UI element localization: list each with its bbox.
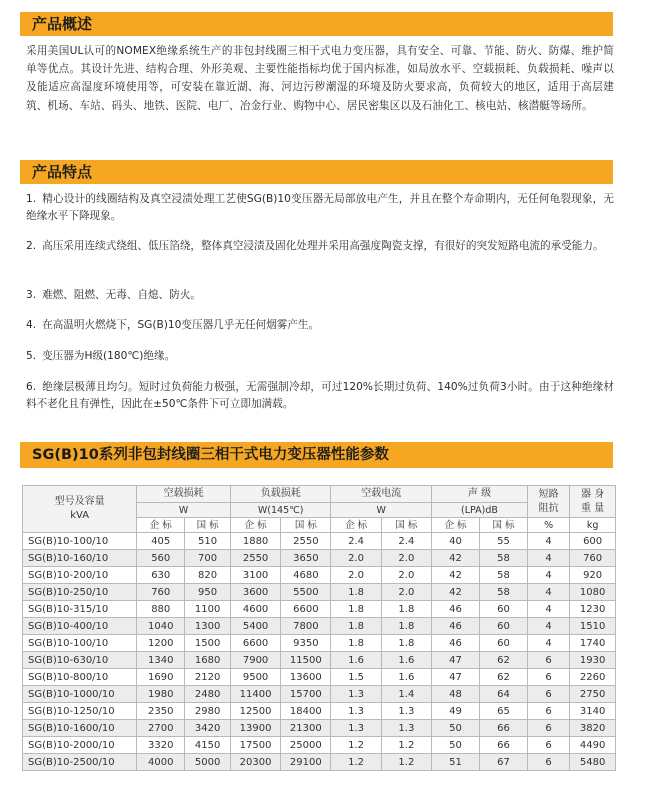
cell-no-load-current-national: 1.6 bbox=[381, 669, 431, 686]
table-row bbox=[23, 618, 616, 635]
header-national: 国 标 bbox=[479, 518, 527, 533]
cell-no-load-current-national: 1.8 bbox=[381, 635, 431, 652]
header-impedance-line2: 阻抗 bbox=[538, 502, 559, 514]
cell-load-loss-national: 6600 bbox=[281, 601, 331, 618]
cell-sound-national: 65 bbox=[479, 703, 527, 720]
cell-load-loss-national: 7800 bbox=[281, 618, 331, 635]
header-no-load-current: 空载电流 bbox=[331, 486, 432, 503]
cell-sound-enterprise: 51 bbox=[432, 754, 480, 771]
cell-sound-enterprise: 48 bbox=[432, 686, 480, 703]
cell-no-load-loss-national: 1500 bbox=[185, 635, 231, 652]
spec-table-body bbox=[23, 533, 616, 771]
feature-item-1 bbox=[26, 191, 614, 225]
cell-sound-enterprise: 47 bbox=[432, 652, 480, 669]
cell-load-loss-national: 13600 bbox=[281, 669, 331, 686]
header-no-load-current-unit: W bbox=[331, 503, 432, 518]
cell-impedance: 4 bbox=[527, 635, 569, 652]
cell-sound-national: 60 bbox=[479, 618, 527, 635]
cell-no-load-loss-national: 510 bbox=[185, 533, 231, 550]
cell-no-load-loss-national: 2480 bbox=[185, 686, 231, 703]
cell-load-loss-national: 21300 bbox=[281, 720, 331, 737]
cell-load-loss-national: 29100 bbox=[281, 754, 331, 771]
cell-no-load-loss-enterprise: 760 bbox=[137, 584, 185, 601]
cell-sound-national: 64 bbox=[479, 686, 527, 703]
cell-weight: 3140 bbox=[570, 703, 616, 720]
header-impedance-line1: 短路 bbox=[538, 488, 559, 500]
cell-no-load-current-national: 1.6 bbox=[381, 652, 431, 669]
cell-no-load-current-enterprise: 1.2 bbox=[331, 737, 381, 754]
cell-weight: 920 bbox=[570, 567, 616, 584]
cell-sound-enterprise: 50 bbox=[432, 720, 480, 737]
cell-sound-enterprise: 47 bbox=[432, 669, 480, 686]
cell-no-load-current-national: 2.4 bbox=[381, 533, 431, 550]
header-model-unit: kVA bbox=[70, 510, 90, 521]
cell-impedance: 6 bbox=[527, 652, 569, 669]
cell-load-loss-national: 4680 bbox=[281, 567, 331, 584]
cell-no-load-current-enterprise: 1.8 bbox=[331, 635, 381, 652]
cell-impedance: 4 bbox=[527, 584, 569, 601]
cell-model: SG(B)10-250/10 bbox=[23, 584, 137, 601]
cell-weight: 2750 bbox=[570, 686, 616, 703]
features-heading: 产品特点 bbox=[32, 163, 93, 181]
table-row bbox=[23, 754, 616, 771]
cell-weight: 760 bbox=[570, 550, 616, 567]
header-enterprise: 企 标 bbox=[331, 518, 381, 533]
cell-no-load-current-enterprise: 1.8 bbox=[331, 618, 381, 635]
table-row bbox=[23, 703, 616, 720]
cell-no-load-current-national: 1.2 bbox=[381, 754, 431, 771]
cell-no-load-loss-enterprise: 1040 bbox=[137, 618, 185, 635]
cell-model: SG(B)10-315/10 bbox=[23, 601, 137, 618]
cell-sound-enterprise: 46 bbox=[432, 635, 480, 652]
cell-sound-enterprise: 42 bbox=[432, 584, 480, 601]
cell-no-load-loss-national: 2980 bbox=[185, 703, 231, 720]
cell-no-load-loss-enterprise: 880 bbox=[137, 601, 185, 618]
cell-load-loss-enterprise: 4600 bbox=[230, 601, 280, 618]
cell-model: SG(B)10-100/10 bbox=[23, 533, 137, 550]
header-enterprise: 企 标 bbox=[137, 518, 185, 533]
cell-no-load-loss-enterprise: 560 bbox=[137, 550, 185, 567]
cell-no-load-current-national: 1.8 bbox=[381, 618, 431, 635]
cell-weight: 1740 bbox=[570, 635, 616, 652]
header-national: 国 标 bbox=[281, 518, 331, 533]
cell-sound-national: 67 bbox=[479, 754, 527, 771]
cell-model: SG(B)10-100/10 bbox=[23, 635, 137, 652]
cell-weight: 2260 bbox=[570, 669, 616, 686]
cell-load-loss-enterprise: 6600 bbox=[230, 635, 280, 652]
header-enterprise: 企 标 bbox=[432, 518, 480, 533]
cell-no-load-current-enterprise: 2.4 bbox=[331, 533, 381, 550]
overview-heading-bar bbox=[20, 12, 613, 36]
cell-weight: 1080 bbox=[570, 584, 616, 601]
header-sound: 声 级 bbox=[432, 486, 528, 503]
cell-no-load-loss-enterprise: 2700 bbox=[137, 720, 185, 737]
cell-impedance: 4 bbox=[527, 567, 569, 584]
header-model bbox=[23, 486, 137, 533]
cell-load-loss-enterprise: 2550 bbox=[230, 550, 280, 567]
feature-item-6 bbox=[26, 379, 614, 413]
cell-load-loss-national: 15700 bbox=[281, 686, 331, 703]
feature-item-2 bbox=[26, 238, 614, 255]
cell-no-load-current-national: 1.3 bbox=[381, 720, 431, 737]
spec-table bbox=[22, 485, 616, 771]
cell-no-load-loss-national: 820 bbox=[185, 567, 231, 584]
cell-no-load-current-national: 2.0 bbox=[381, 550, 431, 567]
header-national: 国 标 bbox=[381, 518, 431, 533]
feature-item-number: 6. bbox=[26, 381, 37, 393]
cell-no-load-loss-enterprise: 1340 bbox=[137, 652, 185, 669]
cell-load-loss-national: 9350 bbox=[281, 635, 331, 652]
table-row bbox=[23, 567, 616, 584]
cell-weight: 600 bbox=[570, 533, 616, 550]
cell-load-loss-national: 5500 bbox=[281, 584, 331, 601]
cell-sound-national: 60 bbox=[479, 635, 527, 652]
cell-model: SG(B)10-1600/10 bbox=[23, 720, 137, 737]
table-row bbox=[23, 686, 616, 703]
table-row bbox=[23, 652, 616, 669]
cell-no-load-loss-national: 5000 bbox=[185, 754, 231, 771]
cell-sound-national: 58 bbox=[479, 584, 527, 601]
cell-weight: 3820 bbox=[570, 720, 616, 737]
cell-no-load-current-national: 1.8 bbox=[381, 601, 431, 618]
feature-item-text: 高压采用连续式绕组、低压箔绕，整体真空浸渍及固化处理并采用高强度陶瓷支撑，有很好的突发短路电流的承受能力。 bbox=[42, 240, 604, 252]
cell-model: SG(B)10-160/10 bbox=[23, 550, 137, 567]
cell-load-loss-enterprise: 5400 bbox=[230, 618, 280, 635]
cell-no-load-loss-national: 4150 bbox=[185, 737, 231, 754]
overview-paragraph: 采用美国UL认可的NOMEX绝缘系统生产的非包封线圈三相干式电力变压器，具有安全、可靠、节能、防火、防爆、维护简单等优点。其设计先进、结构合理、外形美观、主要性能指标均优于国内标准，如局放水平、空载损耗、负载损耗、噪声以及能适应高湿度环境使用等，可安装在靠近湖、海、河边污秽潮湿的环境及防火要求高，负荷较大的地区，适用于高层建筑、机场、车站、码头、地铁、医院、电厂、冶金行业、购物中心、居民密集区以及石油化工、核电站、核潜艇等场所。 bbox=[26, 45, 614, 112]
header-enterprise: 企 标 bbox=[230, 518, 280, 533]
cell-no-load-current-enterprise: 1.3 bbox=[331, 703, 381, 720]
cell-weight: 1930 bbox=[570, 652, 616, 669]
cell-no-load-current-enterprise: 1.3 bbox=[331, 720, 381, 737]
cell-impedance: 6 bbox=[527, 686, 569, 703]
header-impedance-unit: % bbox=[527, 518, 569, 533]
table-title: SG(B)10系列非包封线圈三相干式电力变压器性能参数 bbox=[32, 447, 389, 463]
cell-no-load-current-enterprise: 1.5 bbox=[331, 669, 381, 686]
header-model-label: 型号及容量 bbox=[54, 496, 105, 507]
cell-load-loss-enterprise: 12500 bbox=[230, 703, 280, 720]
cell-no-load-loss-national: 1300 bbox=[185, 618, 231, 635]
feature-item-number: 2. bbox=[26, 240, 37, 252]
cell-no-load-loss-enterprise: 1200 bbox=[137, 635, 185, 652]
header-national: 国 标 bbox=[185, 518, 231, 533]
cell-model: SG(B)10-1000/10 bbox=[23, 686, 137, 703]
header-no-load-loss-unit: W bbox=[137, 503, 231, 518]
cell-load-loss-enterprise: 3600 bbox=[230, 584, 280, 601]
feature-item-number: 4. bbox=[26, 319, 37, 331]
cell-weight: 5480 bbox=[570, 754, 616, 771]
table-row bbox=[23, 533, 616, 550]
cell-no-load-loss-enterprise: 630 bbox=[137, 567, 185, 584]
cell-impedance: 4 bbox=[527, 533, 569, 550]
cell-sound-enterprise: 42 bbox=[432, 567, 480, 584]
cell-no-load-loss-enterprise: 2350 bbox=[137, 703, 185, 720]
header-impedance bbox=[527, 486, 569, 518]
cell-impedance: 6 bbox=[527, 703, 569, 720]
cell-impedance: 4 bbox=[527, 618, 569, 635]
cell-load-loss-national: 18400 bbox=[281, 703, 331, 720]
header-weight-unit: kg bbox=[570, 518, 616, 533]
table-row bbox=[23, 720, 616, 737]
cell-no-load-current-enterprise: 2.0 bbox=[331, 567, 381, 584]
cell-load-loss-enterprise: 13900 bbox=[230, 720, 280, 737]
cell-load-loss-enterprise: 7900 bbox=[230, 652, 280, 669]
cell-no-load-current-enterprise: 1.8 bbox=[331, 584, 381, 601]
cell-sound-national: 66 bbox=[479, 737, 527, 754]
cell-no-load-current-enterprise: 1.8 bbox=[331, 601, 381, 618]
cell-sound-national: 62 bbox=[479, 669, 527, 686]
cell-load-loss-national: 25000 bbox=[281, 737, 331, 754]
cell-weight: 1230 bbox=[570, 601, 616, 618]
table-row bbox=[23, 584, 616, 601]
header-load-loss-unit: W(145℃) bbox=[230, 503, 331, 518]
cell-no-load-loss-enterprise: 1980 bbox=[137, 686, 185, 703]
feature-item-text: 难燃、阻燃、无毒、自熄、防火。 bbox=[42, 289, 202, 301]
cell-no-load-loss-national: 950 bbox=[185, 584, 231, 601]
cell-sound-national: 66 bbox=[479, 720, 527, 737]
cell-model: SG(B)10-200/10 bbox=[23, 567, 137, 584]
cell-impedance: 4 bbox=[527, 550, 569, 567]
cell-impedance: 6 bbox=[527, 754, 569, 771]
header-no-load-loss: 空载损耗 bbox=[137, 486, 231, 503]
cell-weight: 4490 bbox=[570, 737, 616, 754]
table-title-bar bbox=[20, 442, 613, 468]
cell-no-load-loss-national: 1100 bbox=[185, 601, 231, 618]
cell-load-loss-national: 11500 bbox=[281, 652, 331, 669]
cell-no-load-current-enterprise: 1.6 bbox=[331, 652, 381, 669]
feature-item-number: 3. bbox=[26, 289, 37, 301]
feature-item-number: 5. bbox=[26, 350, 37, 362]
feature-item-text: 精心设计的线圈结构及真空浸渍处理工艺使SG(B)10变压器无局部放电产生，并且在整个寿命期内，无任何龟裂现象，无绝缘水平下降现象。 bbox=[26, 193, 614, 222]
cell-load-loss-enterprise: 3100 bbox=[230, 567, 280, 584]
cell-model: SG(B)10-2500/10 bbox=[23, 754, 137, 771]
table-row bbox=[23, 550, 616, 567]
feature-item-text: 变压器为H级(180℃)绝缘。 bbox=[42, 350, 176, 362]
cell-load-loss-national: 2550 bbox=[281, 533, 331, 550]
cell-no-load-loss-national: 3420 bbox=[185, 720, 231, 737]
header-load-loss: 负载损耗 bbox=[230, 486, 331, 503]
cell-impedance: 6 bbox=[527, 669, 569, 686]
cell-weight: 1510 bbox=[570, 618, 616, 635]
cell-no-load-current-enterprise: 1.2 bbox=[331, 754, 381, 771]
header-weight bbox=[570, 486, 616, 518]
cell-load-loss-enterprise: 1880 bbox=[230, 533, 280, 550]
cell-sound-national: 60 bbox=[479, 601, 527, 618]
cell-model: SG(B)10-1250/10 bbox=[23, 703, 137, 720]
cell-no-load-loss-enterprise: 405 bbox=[137, 533, 185, 550]
feature-item-5 bbox=[26, 348, 614, 365]
cell-sound-enterprise: 46 bbox=[432, 601, 480, 618]
table-row bbox=[23, 635, 616, 652]
feature-item-3 bbox=[26, 287, 614, 304]
header-weight-line1: 器 身 bbox=[581, 488, 605, 500]
cell-load-loss-enterprise: 11400 bbox=[230, 686, 280, 703]
cell-sound-national: 55 bbox=[479, 533, 527, 550]
cell-impedance: 6 bbox=[527, 737, 569, 754]
cell-sound-enterprise: 40 bbox=[432, 533, 480, 550]
cell-no-load-loss-enterprise: 4000 bbox=[137, 754, 185, 771]
cell-load-loss-enterprise: 9500 bbox=[230, 669, 280, 686]
cell-sound-national: 58 bbox=[479, 550, 527, 567]
cell-no-load-loss-enterprise: 3320 bbox=[137, 737, 185, 754]
cell-model: SG(B)10-630/10 bbox=[23, 652, 137, 669]
cell-no-load-loss-national: 700 bbox=[185, 550, 231, 567]
cell-no-load-loss-enterprise: 1690 bbox=[137, 669, 185, 686]
features-heading-bar bbox=[20, 160, 613, 184]
cell-model: SG(B)10-400/10 bbox=[23, 618, 137, 635]
cell-no-load-current-national: 1.2 bbox=[381, 737, 431, 754]
spec-table-header bbox=[23, 486, 616, 533]
feature-item-text: 在高温明火燃烧下，SG(B)10变压器几乎无任何烟雾产生。 bbox=[42, 319, 320, 331]
table-row bbox=[23, 669, 616, 686]
cell-impedance: 4 bbox=[527, 601, 569, 618]
cell-sound-national: 58 bbox=[479, 567, 527, 584]
cell-sound-enterprise: 49 bbox=[432, 703, 480, 720]
cell-no-load-loss-national: 1680 bbox=[185, 652, 231, 669]
cell-no-load-loss-national: 2120 bbox=[185, 669, 231, 686]
cell-load-loss-enterprise: 17500 bbox=[230, 737, 280, 754]
cell-model: SG(B)10-800/10 bbox=[23, 669, 137, 686]
cell-no-load-current-national: 1.3 bbox=[381, 703, 431, 720]
cell-sound-enterprise: 42 bbox=[432, 550, 480, 567]
table-row bbox=[23, 737, 616, 754]
feature-item-4 bbox=[26, 317, 614, 334]
feature-item-text: 绝缘层极薄且均匀。短时过负荷能力极强，无需强制冷却，可过120%长期过负荷、140%过负荷3小时。由于这种绝缘材料不老化且有弹性，因此在±50℃条件下可立即加满载。 bbox=[26, 381, 614, 410]
cell-no-load-current-national: 2.0 bbox=[381, 584, 431, 601]
cell-sound-enterprise: 50 bbox=[432, 737, 480, 754]
cell-no-load-current-national: 2.0 bbox=[381, 567, 431, 584]
cell-impedance: 6 bbox=[527, 720, 569, 737]
cell-no-load-current-national: 1.4 bbox=[381, 686, 431, 703]
cell-sound-national: 62 bbox=[479, 652, 527, 669]
cell-load-loss-enterprise: 20300 bbox=[230, 754, 280, 771]
overview-heading: 产品概述 bbox=[32, 15, 93, 33]
cell-no-load-current-enterprise: 2.0 bbox=[331, 550, 381, 567]
table-row bbox=[23, 601, 616, 618]
header-weight-line2: 重 量 bbox=[581, 502, 605, 514]
cell-load-loss-national: 3650 bbox=[281, 550, 331, 567]
cell-model: SG(B)10-2000/10 bbox=[23, 737, 137, 754]
header-sound-unit: (LPA)dB bbox=[432, 503, 528, 518]
cell-sound-enterprise: 46 bbox=[432, 618, 480, 635]
cell-no-load-current-enterprise: 1.3 bbox=[331, 686, 381, 703]
feature-item-number: 1. bbox=[26, 193, 37, 205]
